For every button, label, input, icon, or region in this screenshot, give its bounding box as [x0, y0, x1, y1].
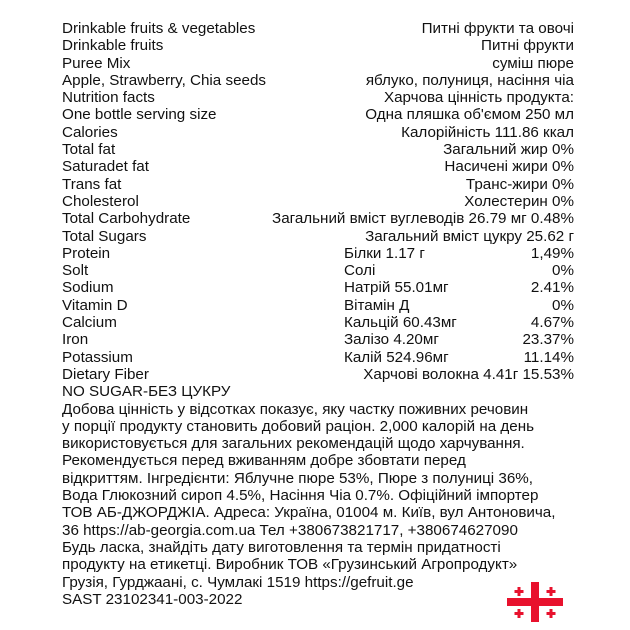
nutrient-row	[62, 297, 574, 314]
georgian-flag-icon	[507, 582, 563, 622]
nutrient-en: Sodium	[62, 279, 114, 297]
header-row	[62, 20, 574, 37]
header-row	[62, 210, 574, 227]
nutrient-percent: 1,49%	[530, 244, 574, 262]
paragraph-line: Будь ласка, знайдіть дату виготовлення та термін придатності	[62, 538, 501, 556]
nutrient-row	[62, 349, 574, 366]
header-row	[62, 228, 574, 245]
row-label-ua: Одна пляшка об'ємом 250 мл	[365, 106, 574, 124]
row-label-ua: Холестерин 0%	[464, 192, 574, 210]
header-row	[62, 89, 574, 106]
nutrient-en: Protein	[62, 244, 111, 262]
paragraph-line: продукту на етикетці. Виробник ТОВ «Грузинський Агропродукт»	[62, 556, 518, 574]
row-label-en: Puree Mix	[62, 54, 131, 72]
nutrient-ua: Калій 524.96мг	[344, 348, 449, 366]
row-label-en: Nutrition facts	[62, 89, 155, 107]
fiber-ua: Харчові волокна 4.41г 15.53%	[363, 365, 574, 383]
nutrient-percent: 2.41%	[530, 279, 574, 297]
row-label-en: Drinkable fruits & vegetables	[62, 20, 256, 37]
row-label-en: Drinkable fruits	[62, 37, 164, 55]
header-row	[62, 37, 574, 54]
nutrient-row	[62, 262, 574, 279]
header-row	[62, 176, 574, 193]
row-label-en: Trans fat	[62, 175, 122, 193]
paragraph-line: Вода Глюкозний сироп 4.5%, Насіння Чіа 0.7%. Офіційний імпортер	[62, 487, 539, 505]
nutrient-percent: 23.37%	[522, 331, 574, 349]
row-label-ua: яблуко, полуниця, насіння чіа	[365, 71, 574, 89]
paragraph-line: 36 https://ab-georgia.com.ua Тел +380673821717, +380674627090	[62, 521, 518, 539]
nutrient-en: Solt	[62, 262, 89, 280]
nutrient-ua: Кальцій 60.43мг	[344, 314, 457, 332]
row-label-en: Total fat	[62, 141, 116, 159]
nutrient-row	[62, 314, 574, 331]
nutrient-ua: Білки 1.17 г	[344, 244, 425, 262]
header-row	[62, 106, 574, 123]
row-label-ua: суміш пюре	[492, 54, 574, 72]
row-label-en: Apple, Strawberry, Chia seeds	[62, 71, 266, 89]
nutrient-percent: 11.14%	[523, 348, 574, 366]
row-label-en: Total Carbohydrate	[62, 210, 191, 228]
row-label-en: Cholesterol	[62, 192, 139, 210]
row-label-en: One bottle serving size	[62, 106, 217, 124]
row-label-ua: Харчова цінність продукта:	[383, 89, 574, 107]
fiber-en: Dietary Fiber	[62, 365, 149, 383]
nutrient-en: Calcium	[62, 314, 117, 332]
row-label-en: Saturadet fat	[62, 158, 149, 176]
paragraph-line: SAST 23102341-003-2022	[62, 590, 243, 608]
paragraph-line: відкриттям. Інгредієнти: Яблучне пюре 53%, Пюре з полуниці 36%,	[62, 469, 533, 487]
row-label-ua: Загальний вміст цукру 25.62 г	[365, 227, 574, 245]
nutrient-percent: 4.67%	[530, 314, 574, 332]
description-paragraph	[62, 401, 574, 609]
nutrient-en: Iron	[62, 331, 89, 349]
paragraph-line: у порції продукту становить добовий раціон. 2,000 калорій на день	[62, 417, 534, 435]
nutrient-row	[62, 245, 574, 262]
paragraph-line: використовується для загальних рекомендацій щодо харчування.	[62, 435, 525, 453]
row-label-ua: Питні фрукти та овочі	[421, 20, 574, 37]
paragraph-line: Грузія, Гурджаані, с. Чумлакі 1519 https://gefruit.ge	[62, 573, 414, 591]
row-label-en: Total Sugars	[62, 227, 147, 245]
paragraph-line: Добова цінність у відсотках показує, яку частку поживних речовин	[62, 400, 529, 418]
nutrient-percent: 0%	[552, 296, 574, 314]
header-row	[62, 124, 574, 141]
nutrient-ua: Натрій 55.01мг	[344, 279, 449, 297]
paragraph-line: Рекомендується перед вживанням добре збовтати перед	[62, 452, 466, 470]
header-row	[62, 72, 574, 89]
nutrient-ua: Залізо 4.20мг	[344, 331, 439, 349]
row-label-ua: Загальний жир 0%	[443, 141, 574, 159]
row-label-ua: Загальний вміст вуглеводів 26.79 мг 0.48%	[272, 210, 574, 228]
nutrient-row	[62, 331, 574, 348]
nutrient-ua: Солі	[344, 262, 376, 280]
nutrient-percent: 0%	[552, 262, 574, 280]
row-label-en: Calories	[62, 123, 118, 141]
row-label-ua: Калорійність 111.86 ккал	[401, 123, 574, 141]
row-label-ua: Питні фрукти	[481, 37, 574, 55]
header-row	[62, 141, 574, 158]
nutrient-rows	[62, 245, 574, 366]
row-label-ua: Транс-жири 0%	[465, 175, 574, 193]
row-label-ua: Насичені жири 0%	[444, 158, 574, 176]
fiber-row	[62, 366, 574, 383]
nutrient-en: Vitamin D	[62, 296, 128, 314]
nutrient-en: Potassium	[62, 348, 133, 366]
header-row	[62, 158, 574, 175]
header-rows	[62, 20, 574, 245]
nutrition-label	[62, 20, 574, 608]
no-sugar-note: NO SUGAR-БЕЗ ЦУКРУ	[62, 383, 231, 401]
header-row	[62, 193, 574, 210]
header-row	[62, 55, 574, 72]
paragraph-line: ТОВ АБ-ДЖОРДЖІА. Адреса: Україна, 01004 м. Київ, вул Антоновича,	[62, 504, 556, 522]
nutrient-row	[62, 279, 574, 296]
nutrient-ua: Вітамін Д	[344, 296, 410, 314]
